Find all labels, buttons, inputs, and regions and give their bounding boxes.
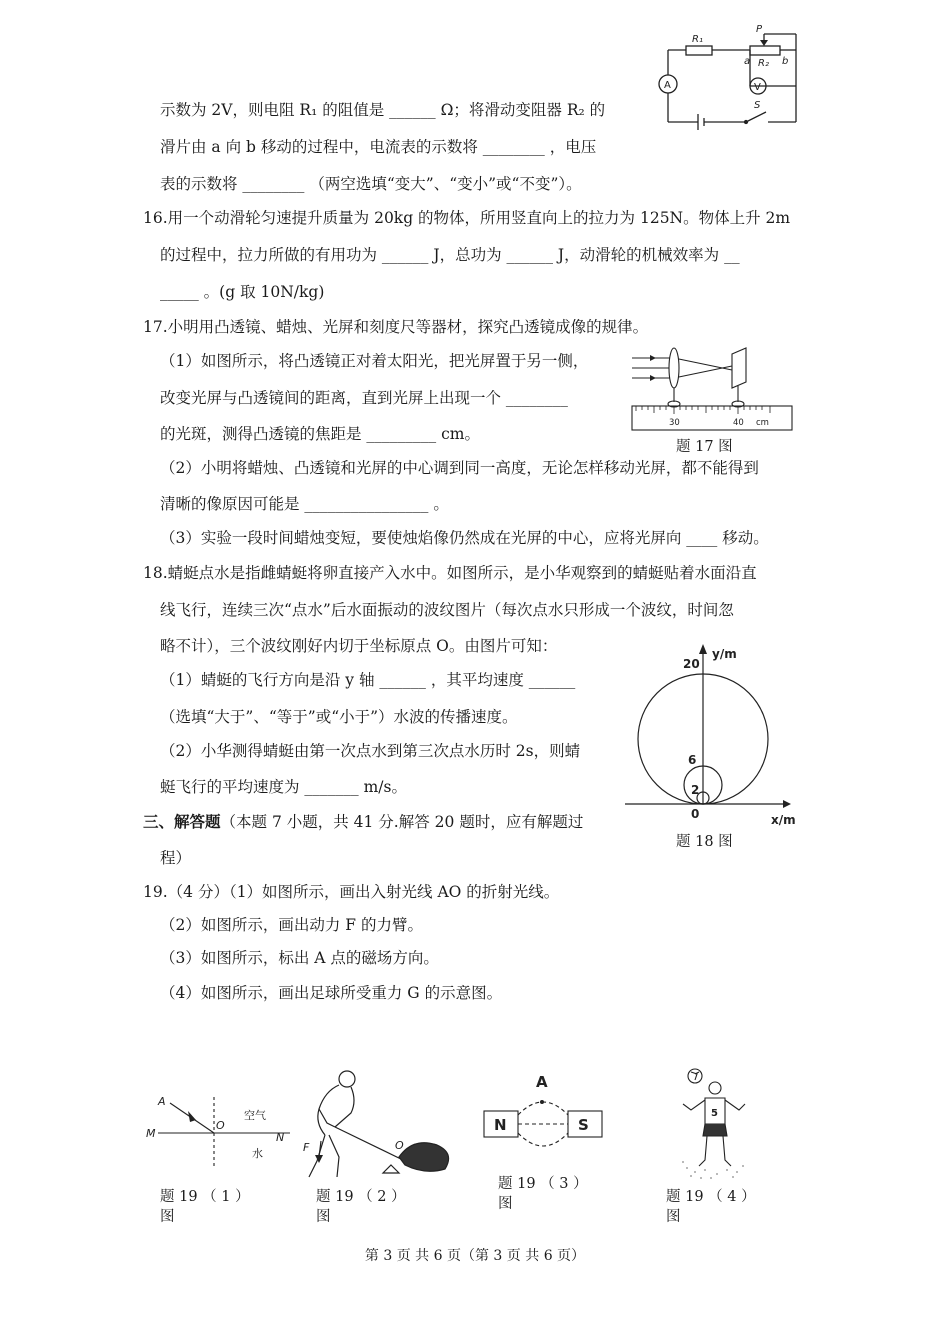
origin-label: 0: [691, 807, 700, 821]
end-a-label: a: [744, 56, 751, 67]
q18-p1-line-1: （1）蜻蜓的飞行方向是沿 y 轴 ______ ，其平均速度 ______: [160, 671, 576, 689]
q18-p2-line-2: 蜓飞行的平均速度为 _______ m/s。: [160, 778, 407, 796]
n-pole-label: N: [494, 1116, 507, 1134]
section-3-desc-2: 程）: [160, 849, 192, 867]
fig19-2-caption-2: 图: [316, 1209, 331, 1225]
section-3-line-1: [143, 812, 583, 832]
air-label: 空气: [244, 1109, 266, 1122]
point-n-label: N: [276, 1131, 285, 1144]
field-line-bottom: [518, 1133, 568, 1146]
convex-lens: [669, 348, 679, 388]
fig19-1-refraction: [140, 1085, 300, 1175]
q16-line-2: 的过程中，拉力所做的有用功为 ______ J，总功为 ______ J，动滑轮的机械效率为 __: [160, 246, 740, 264]
q17-p2-line-1: （2）小明将蜡烛、凸透镜和光屏的中心调到同一高度，无论怎样移动光屏，都不能得到: [160, 459, 759, 477]
y-axis-label: y/m: [712, 647, 737, 661]
q15-line-1: 示数为 2V，则电阻 R₁ 的阻值是 ______ Ω；将滑动变阻器 R₂ 的: [160, 101, 606, 119]
q17-p1-line-3: 的光斑，测得凸透镜的焦距是 _________ cm。: [160, 425, 480, 443]
q18-p2-line-1: （2）小华测得蜻蜓由第一次点水到第三次点水历时 2s，则蜻: [160, 742, 581, 760]
q18-line-2: 线飞行，连续三次“点水”后水面振动的波纹图片（每次点水只形成一个波纹，时间忽: [160, 601, 734, 619]
point-m-label: M: [146, 1127, 156, 1140]
q17-p1-line-2: 改变光屏与凸透镜间的距离，直到光屏上出现一个 ________: [160, 389, 568, 407]
q19-line-3: （3）如图所示，标出 A 点的磁场方向。: [160, 949, 439, 967]
switch-s-label: S: [754, 100, 761, 111]
x-axis-label: x/m: [771, 813, 796, 827]
fig19-3-magnets: [478, 1065, 628, 1165]
fig19-2-lever: [295, 1065, 465, 1185]
q17-p3-line-1: （3）实验一段时间蜡烛变短，要使烛焰像仍然成在光屏的中心，应将光屏向 ____ 移动。: [160, 529, 769, 547]
slider-p-label: P: [756, 24, 763, 35]
point-o-label: O: [216, 1119, 225, 1132]
water-label: 水: [252, 1147, 263, 1160]
ripple-figure: [625, 640, 800, 830]
fig19-2-caption: 题 19 （ 2 ）: [316, 1189, 406, 1205]
q17-intro: 17.小明用凸透镜、蜡烛、光屏和刻度尺等器材，探究凸透镜成像的规律。: [143, 318, 649, 336]
ruler-tick-40: 40: [733, 418, 744, 428]
label-2: 2: [691, 783, 700, 797]
player-head: [709, 1082, 721, 1094]
rock: [399, 1143, 449, 1172]
ruler-tick-30: 30: [669, 418, 680, 428]
jersey-number: 5: [711, 1108, 718, 1119]
page-footer: 第 3 页 共 6 页（第 3 页 共 6 页）: [364, 1248, 586, 1264]
end-b-label: b: [782, 56, 789, 67]
person-head: [339, 1071, 355, 1087]
section-3-desc-1: （本题 7 小题，共 41 分.解答 20 题时，应有解题过: [220, 813, 584, 831]
fig19-4-caption: 题 19 （ 4 ）: [666, 1189, 756, 1205]
q16-line-1: 16.用一个动滑轮匀速提升质量为 20kg 的物体，所用竖直向上的拉力为 125N。物体上升 2m: [143, 209, 791, 227]
r2-label: R₂: [758, 58, 769, 69]
point-a-label: A: [158, 1095, 166, 1108]
q17-p1-line-1: （1）如图所示，将凸透镜正对着太阳光，把光屏置于另一侧，: [160, 352, 589, 370]
q19-line-1: 19.（4 分）（1）如图所示，画出入射光线 AO 的折射光线。: [143, 883, 560, 901]
point-a-label: A: [536, 1073, 548, 1091]
q16-line-3: _____ 。(g 取 10N/kg): [160, 283, 325, 301]
lens-experiment-figure: [628, 332, 798, 436]
q18-p1-line-2: （选填“大于”、“等于”或“小于”）水波的传播速度。: [160, 708, 518, 726]
fig17-caption: 题 17 图: [676, 439, 733, 455]
r1-resistor: [686, 46, 712, 55]
fig18-caption: 题 18 图: [676, 834, 733, 850]
q19-line-2: （2）如图所示，画出动力 F 的力臂。: [160, 916, 423, 934]
q19-line-4: （4）如图所示，画出足球所受重力 G 的示意图。: [160, 984, 503, 1002]
q17-p2-line-2: 清晰的像原因可能是 ________________ 。: [160, 495, 449, 513]
q15-line-3: 表的示数将 ________ （两空选填“变大”、“变小”或“不变”）。: [160, 175, 582, 193]
fig19-4-caption-2: 图: [666, 1209, 681, 1225]
label-6: 6: [688, 753, 697, 767]
label-20: 20: [683, 657, 700, 671]
fig19-4-football-player: [665, 1062, 765, 1182]
voltmeter-label: V: [754, 82, 761, 93]
point-a-dot: [540, 1100, 544, 1104]
fig19-3-caption-2: 图: [498, 1196, 513, 1212]
fig19-3-caption: 题 19 （ 3 ）: [498, 1176, 588, 1192]
light-screen: [732, 348, 746, 388]
football: [688, 1069, 702, 1083]
section-3-heading: 三、解答题: [143, 812, 221, 831]
q18-line-3: 略不计），三个波纹刚好内切于坐标原点 O。由图片可知：: [160, 637, 558, 655]
force-f-label: F: [303, 1141, 310, 1154]
ammeter-label: A: [664, 80, 671, 91]
field-line-top: [518, 1102, 568, 1115]
ruler-unit: cm: [756, 418, 769, 428]
s-pole-label: S: [578, 1116, 589, 1134]
fulcrum: [383, 1165, 399, 1173]
q15-line-2: 滑片由 a 向 b 移动的过程中，电流表的示数将 ________ ，电压: [160, 138, 597, 156]
switch-symbol: [746, 112, 766, 122]
r2-rheostat: [750, 46, 780, 55]
fig19-1-caption: 题 19 （ 1 ）: [160, 1189, 250, 1205]
q18-line-1: 18.蜻蜓点水是指雌蜻蜓将卵直接产入水中。如图所示，是小华观察到的蜻蜓贴着水面沿直: [143, 564, 757, 582]
r1-label: R₁: [692, 34, 703, 45]
pivot-o-label: O: [395, 1139, 404, 1152]
circuit-diagram: [650, 22, 810, 132]
fig19-1-caption-2: 图: [160, 1209, 175, 1225]
